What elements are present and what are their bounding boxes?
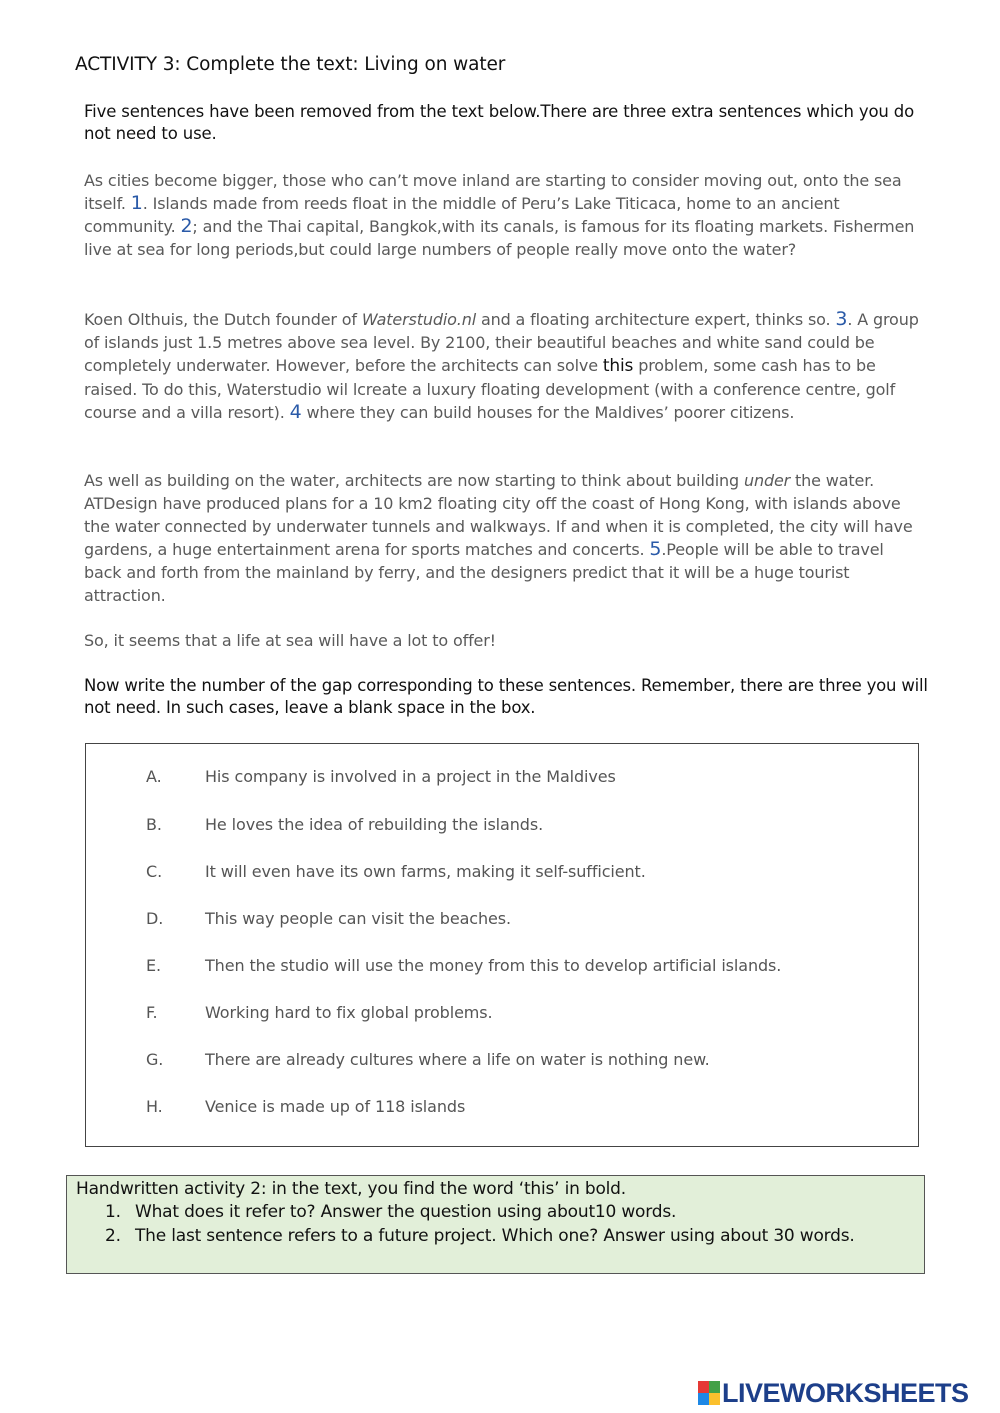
option-letter: D.	[146, 909, 164, 928]
option-text: Then the studio will use the money from this to develop artificial islands.	[205, 956, 782, 975]
p2-text-b: and a floating architecture expert, thinks so.	[476, 310, 836, 329]
option-text: This way people can visit the beaches.	[205, 909, 511, 928]
option-d	[86, 909, 920, 933]
option-letter: G.	[146, 1050, 164, 1069]
text-paragraph-3	[84, 469, 919, 607]
option-text: There are already cultures where a life on water is nothing new.	[205, 1050, 710, 1069]
p2-text-c: . A group of islands just 1.5 metres above sea level. By 2100, their beautiful beaches and white sand could be completely underwater. However, before the architects can solve	[84, 310, 919, 375]
option-a	[86, 767, 920, 791]
option-letter: E.	[146, 956, 161, 975]
question-number: 1.	[105, 1202, 121, 1222]
option-h	[86, 1097, 920, 1121]
option-text: He loves the idea of rebuilding the islands.	[205, 815, 544, 834]
option-text: Working hard to fix global problems.	[205, 1003, 493, 1022]
intro-instructions: Five sentences have been removed from the text below.There are three extra sentences which you do not need to use.	[84, 102, 915, 143]
option-letter: F.	[146, 1003, 158, 1022]
gap-2: 2	[180, 215, 193, 237]
p2-text-a: Koen Olthuis, the Dutch founder of	[84, 310, 362, 329]
question-text: What does it refer to? Answer the question using about10 words.	[135, 1202, 677, 1222]
option-text: His company is involved in a project in the Maldives	[205, 767, 616, 786]
p2-text-d: problem, some cash has to be raised. To do this, Waterstudio wil lcreate a luxury floating development (with a conference centre, golf course and a villa resort).	[84, 356, 896, 422]
handwritten-activity-box	[66, 1175, 925, 1274]
option-letter: B.	[146, 815, 162, 834]
liveworksheets-logo[interactable]	[698, 1379, 969, 1407]
option-g	[86, 1050, 920, 1074]
p1-text-a: As cities become bigger, those who can’t move inland are starting to consider moving out, onto the sea itself.	[84, 171, 902, 213]
p3-text-b: the water. ATDesign have produced plans for a 10 km2 floating city off the coast of Hong Kong, with islands above the water connected by underwater tunnels and walkways. If and when it is completed, the city will have gardens, a huge entertainment arena for sports matches and concerts.	[84, 471, 913, 559]
gap-4: 4	[289, 401, 302, 423]
text-paragraph-1	[84, 169, 919, 261]
option-text: Venice is made up of 118 islands	[205, 1097, 466, 1116]
logo-text: LIVEWORKSHEETS	[722, 1377, 969, 1408]
p1-text-b: . Islands made from reeds float in the middle of Peru’s Lake Titicaca, home to an ancient community.	[84, 194, 840, 236]
bold-word-this: this	[602, 356, 634, 376]
matching-instructions: Now write the number of the gap corresponding to these sentences. Remember, there are three you will not need. In such cases, leave a blank space in the box.	[84, 676, 928, 717]
option-letter: H.	[146, 1097, 163, 1116]
sentence-options-box	[85, 743, 919, 1147]
p3-text-a: As well as building on the water, architects are now starting to think about building	[84, 471, 744, 490]
gap-5: 5	[649, 538, 662, 560]
option-letter: A.	[146, 767, 162, 786]
p3-text-c: .People will be able to travel back and forth from the mainland by ferry, and the designers predict that it will be a huge tourist attraction.	[84, 540, 884, 605]
option-letter: C.	[146, 862, 163, 881]
p2-text-e: where they can build houses for the Maldives’ poorer citizens.	[301, 403, 795, 422]
p1-text-c: ; and the Thai capital, Bangkok,with its canals, is famous for its floating markets. Fishermen live at sea for long periods,but could large numbers of people really move onto the water?	[84, 217, 915, 259]
p3-italic: under	[744, 471, 791, 490]
gap-3: 3	[835, 308, 848, 330]
question-text: The last sentence refers to a future project. Which one? Answer using about 30 words.	[135, 1226, 855, 1246]
logo-blocks-icon	[698, 1381, 720, 1405]
p2-italic: Waterstudio.nl	[361, 310, 477, 329]
option-e	[86, 956, 920, 980]
question-number: 2.	[105, 1226, 121, 1246]
gap-1: 1	[130, 192, 143, 214]
activity-title: ACTIVITY 3: Complete the text: Living on water	[75, 54, 506, 75]
text-paragraph-2	[84, 308, 919, 424]
option-f	[86, 1003, 920, 1027]
option-text: It will even have its own farms, making it self-sufficient.	[205, 862, 646, 881]
option-c	[86, 862, 920, 886]
text-paragraph-4: So, it seems that a life at sea will have a lot to offer!	[84, 631, 496, 650]
option-b	[86, 815, 920, 839]
handwritten-title: Handwritten activity 2: in the text, you find the word ‘this’ in bold.	[76, 1179, 626, 1199]
